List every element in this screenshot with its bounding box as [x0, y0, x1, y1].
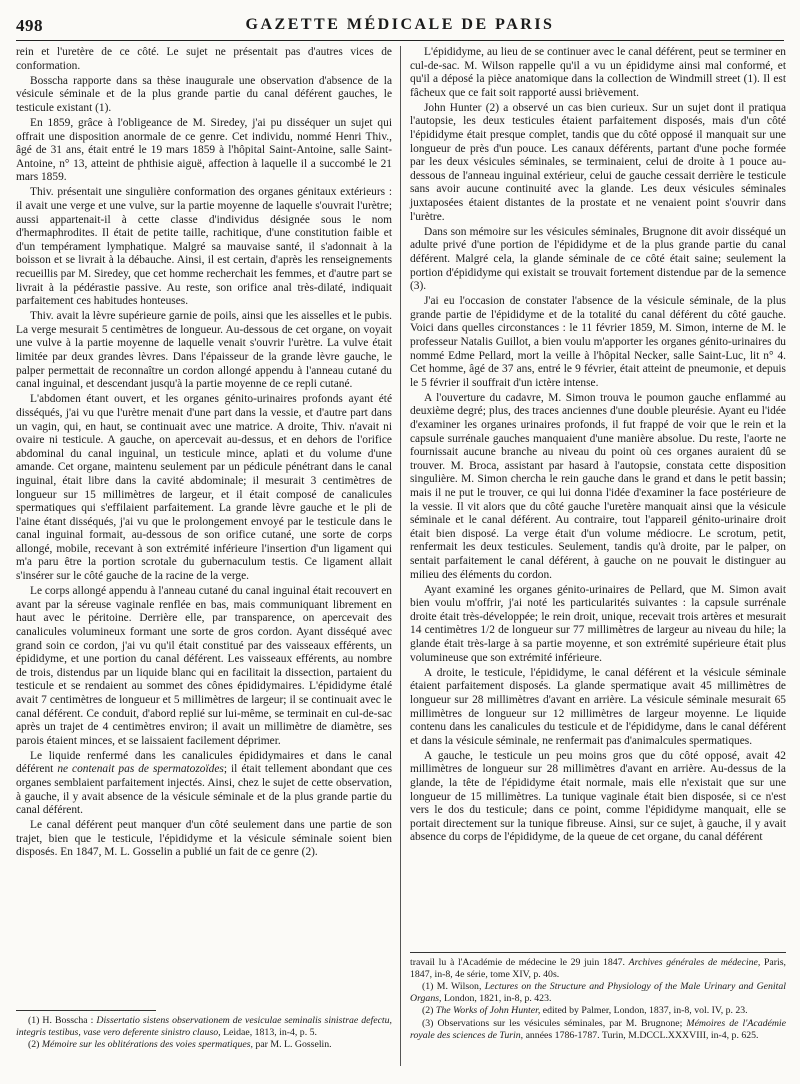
text-run: par M. L. Gosselin.: [255, 1039, 332, 1051]
text-run: Le liquide renfermé dans les canalicules épididymaires et dans le canal déférent: [16, 749, 392, 776]
body-paragraph: J'ai eu l'occasion de constater l'absence de la vésicule séminale, de la plus grande partie de l'épididyme et de la totalité du canal déférent du côté gauche. Voici dans quelles circonstances : le 11 février 1859, M. Simon, interne de M. le professeur Natalis Guillot, a bien voulu m'apporter les organes génito-urinaires du nommé Edme Pellard, mort la veille à l'hôpital Necker, salle Saint-Luc, lit n° 4. Cet homme, âgé de 37 ans, entré le 9 février, était atteint de pneumonie, et depuis le 5 février il souffrait d'un ictère intense.: [410, 295, 786, 389]
footnote-title: Lectures on the Structure and Physiology of the Male Urinary and Genital Organs,: [410, 981, 786, 1004]
body-paragraph: Thiv. présentait une singulière conformation des organes génitaux extérieurs : il avait une verge et une vulve, sur la partie moyenne de laquelle s'ouvrait l'urètre; aussi appartenait-il à cette classe d'individus désignée sous le nom d'hermaphrodites. Il était de petite taille, rachitique, d'une constitution faible et d'un tempérament lymphatique. Malgré sa mauvaise santé, il s'adonnait à la boisson et se livrait à la débauche. Ainsi, il est certain, d'après les renseignements recueillis par M. Siredey, que cet homme recherchait les femmes, et d'autre part se livrait à la pédérastie passive. Au reste, son orifice anal très-dilaté, indiquait parfaitement ces habitudes honteuses.: [16, 186, 392, 308]
page-number: 498: [16, 16, 43, 35]
footnote: [410, 1018, 786, 1041]
body-paragraph: L'épididyme, au lieu de se continuer avec le canal déférent, peut se terminer en cul-de-sac. M. Wilson rappelle qu'il a vu un épididyme ainsi mal conformé, et qu'il a déposé la pièce anatomique dans la collection de Windmill street (1). Il est fâcheux que ce fait soit rapporté aussi brièvement.: [410, 46, 786, 99]
footnote: [410, 981, 786, 1004]
footnote-title: Mémoire sur les oblitérations des voies spermatiques,: [41, 1039, 253, 1051]
text-run: travail lu à l'Académie de médecine le 29 juin 1847.: [410, 957, 625, 968]
footnote-separator: [16, 1010, 156, 1011]
footnote-title: Dissertatio sistens observationem de vesiculae seminalis sinistrae defectu, integris testibus, vase vero deferente sinistro clauso,: [16, 1015, 392, 1038]
footnote: [410, 1005, 786, 1017]
body-paragraph: Thiv. avait la lèvre supérieure garnie de poils, ainsi que les aisselles et le pubis. La verge mesurait 5 centimètres de longueur. Au-dessous de cet organe, on voyait une vulve à la partie moyenne de laquelle venait s'ouvrir l'urètre. La vulve était limitée par deux grandes lèvres. Dans l'épaisseur de la grande lèvre gauche, le palper permettait de reconnaître un cordon allongé appendu à l'anneau cutané du canal inguinal, et descendant jusqu'à la partie moyenne de ce repli cutané.: [16, 310, 392, 391]
text-run: London, 1821, in-8, p. 423.: [443, 992, 552, 1004]
body-paragraph: Bosscha rapporte dans sa thèse inaugurale une observation d'absence de la vésicule séminale et de la plus grande partie du canal déférent gauches, le testicule existant (1).: [16, 74, 392, 114]
body-paragraph: [16, 750, 392, 818]
footnote-label: (2): [28, 1039, 40, 1051]
right-column: [410, 46, 786, 846]
footnote-title: Archives générales de médecine,: [628, 957, 761, 968]
left-column: [16, 46, 392, 862]
footnote-label: (1) M. Wilson,: [422, 981, 482, 993]
footnote-continuation: [410, 957, 786, 980]
footnote-label: (2): [422, 1005, 434, 1017]
text-run: edited by Palmer, London, 1837, in-8, vol. IV, p. 23.: [542, 1005, 748, 1017]
body-paragraph: L'abdomen étant ouvert, et les organes génito-urinaires profonds ayant été disséqués, j'ai vu que l'urètre menait d'une part dans la vessie, et d'autre part dans un vagin, qui, en haut, se continuait avec une matrice. A droite, Thiv. n'avait ni ovaire ni testicule. A gauche, on apercevait au-dessus, et en dehors de l'orifice abdominal du canal inguinal, un testicule mince, aplati et du volume d'une amande. Cet organe, maintenu seulement par un pédicule pénétrant dans le canal inguinal, était libre dans la cavité abdominale; il mesurait 3 centimètres de longueur sur 15 millimètres de largeur, et il était composé de canalicules spermatiques qui s'effilaient parfaitement. La grande lèvre gauche et le pli de l'aine étant disséqués, j'ai vu que le prolongement envoyé par le testicule dans le canal inguinal formait, au-dessous de son orifice cutané, une sorte de corps allongé, mobile, recevant à son extrémité inférieure l'insertion d'un ligament qui m'a paru être la portion scrotale du gubernaculum testis. Ce ligament allait s'insérer sur le côté gauche de la racine de la verge.: [16, 393, 392, 583]
body-paragraph: A gauche, le testicule un peu moins gros que du côté opposé, avait 42 millimètres de longueur sur 28 millimètres d'avant en arrière. Au-dessus de la glande, la tête de l'épididyme était normale, mais elle n'existait que sur une longueur de 15 millimètres. La tunique vaginale était bien disposée, si ce n'est vers le dos du testicule; dans ce point, comme l'épididyme manquait, elle se portait directement sur la tunique fibreuse. Ainsi, sur ce sujet, à gauche, il y avait absence du corps de l'épididyme, de la queue de cet organe, du canal déférent: [410, 749, 786, 844]
text-run: Leidae, 1813, in-4, p. 5.: [223, 1026, 317, 1038]
footnote: [16, 1039, 392, 1051]
footnotes-right: [410, 952, 786, 1042]
footnotes-left: [16, 1010, 392, 1052]
body-paragraph: rein et l'uretère de ce côté. Le sujet ne présentait pas d'autres vices de conformation.: [16, 46, 392, 72]
column-divider: [400, 46, 401, 1066]
body-paragraph: Le corps allongé appendu à l'anneau cutané du canal inguinal était recouvert en avant par la séreuse vaginale renflée en bas, mais communiquant librement en haut avec le péritoine. Derrière elle, par transparence, on apercevait des canalicules volumineux formant une sorte de gros cordon. Ayant disséqué avec grand soin ce cordon, j'ai vu qu'il était constitué par des vaisseaux efférents, un épididyme, et une portion du canal déférent. Les vaisseaux efférents, au nombre de trois, distendus par un liquide blanc qui en facilitait la dissection, partaient du testicule et se rendaient au sommet des cônes épididymaires. L'épididyme étalé avait 7 centimètres de longueur et 5 millimètres de largeur; il se continuait avec le canal déférent. Ce conduit, d'abord replié sur lui-même, se terminait en cul-de-sac après un trajet de 4 centimètres environ; il avait un millimètre de diamètre, ses parois étaient minces, et se laissaient facilement déprimer.: [16, 585, 392, 747]
footnote-title: Mémoires de l'Académie royale des sciences de Turin,: [410, 1017, 786, 1041]
text-run: Paris, 1847, in-8, 4e série, tome XIV, p. 40s.: [410, 957, 786, 980]
footnote-list: [16, 1015, 392, 1051]
body-paragraph: A l'ouverture du cadavre, M. Simon trouva le poumon gauche enflammé au deuxième degré; plus, des traces anciennes d'une double pleurésie. Ayant eu l'idée d'examiner les organes urinaires profonds, il fut frappé de voir que le rein et la capsule surrénale gauches manquaient d'une manière absolue. Du reste, l'aorte ne fournissait aucune branche au niveau du point où ces organes auraient dû se trouver. M. Broca, assistant par hasard à l'autopsie, constata cette disposition singulière. M. Simon chercha le rein gauche dans le grand et dans le petit bassin; mais il ne put le trouver, ce qui lui donna l'idée d'examiner la face postérieure de la vessie. Il vit alors que du côté gauche l'uretère manquait ainsi que la vésicule séminale et le canal déférent. Au contraire, tout l'appareil génito-urinaire droit était bien disposé. La verge était d'un volume médiocre. Le scrotum, petit, renfermait les deux testicules. Seulement, tandis qu'à droite, par le palper, on sentait parfaitement le canal déférent, à gauche on ne pouvait le distinguer au milieu des éléments du cordon.: [410, 391, 786, 581]
italic-emphasis: ne contenait pas de spermatozoïdes: [57, 763, 224, 776]
running-title: GAZETTE MÉDICALE DE PARIS: [245, 16, 555, 33]
body-paragraph: En 1859, grâce à l'obligeance de M. Siredey, j'ai pu disséquer un sujet qui offrait une disposition anormale de ce genre. Cet individu, nommé Henri Thiv., âgé de 31 ans, était entré le 19 mars 1859 à l'hôpital Saint-Antoine, salle Saint-Antoine, n° 13, atteint de phthisie aiguë, affection à laquelle il a succombé le 21 mars 1859.: [16, 116, 392, 184]
body-paragraph: Dans son mémoire sur les vésicules séminales, Brugnone dit avoir disséqué un adulte privé d'une portion de l'épididyme et de la plus grande partie du canal déférent. Malgré cela, la glande séminale de ce côté était saine; seulement la portion d'épididyme qui existait se trouvait fortement distendue par de la semence (3).: [410, 225, 786, 293]
page-header: [16, 14, 784, 41]
body-paragraph: John Hunter (2) a observé un cas bien curieux. Sur un sujet dont il pratiqua l'autopsie, les deux testicules étaient parfaitement disposés, mais d'un côté l'épididyme était presque complet, tandis que du côté opposé il manquait sur une longueur de près d'un pouce. Les canaux déférents, partant d'une poche formée par les deux vésicules séminales, se terminaient, celui de droite à 1 pouce au-dessous de l'anneau inguinal extérieur, celui de gauche cessait derrière le testicule sans avoir aucune continuité avec la glande. Les deux vésicules séminales juxtaposées étaient distantes de la prostate et ne venaient point s'ouvrir dans l'urètre.: [410, 101, 786, 223]
body-paragraph: A droite, le testicule, l'épididyme, le canal déférent et la vésicule séminale étaient parfaitement disposés. La glande spermatique avait 45 millimètres de longueur sur 28 millimètres d'avant en arrière. La vésicule séminale mesurait 65 millimètres de longueur sur 12 millimètres de largeur moyenne. Le liquide contenu dans les canalicules du testicule et de l'épididyme, dans le canal déférent et dans la vésicule séminale, ne renfermait pas d'animalcules spermatiques.: [410, 666, 786, 747]
footnote-title: The Works of John Hunter,: [435, 1005, 541, 1017]
body-paragraph: Ayant examiné les organes génito-urinaires de Pellard, que M. Simon avait bien voulu m'offrir, j'ai noté les particularités suivantes : la capsule surrénale droite était très-développée; le rein droit, unique, recevait trois artères et mesurait 14 centimètres 1/2 de longueur sur 77 millimètres de largeur au niveau du hile; la glande était très-large à sa partie moyenne, et son extrémité supérieure était plus volumineuse que son extrémité inférieure.: [410, 583, 786, 664]
text-run: années 1786-1787. Turin, M.DCCL.XXXVIII, in-4, p. 625.: [525, 1029, 759, 1041]
body-paragraph: Le canal déférent peut manquer d'un côté seulement dans une partie de son trajet, bien que le testicule, l'épididyme et la vésicule séminale soient bien disposés. En 1847, M. L. Gosselin a publié un fait de ce genre (2).: [16, 819, 392, 859]
footnote: [16, 1015, 392, 1038]
footnote-label: (3) Observations sur les vésicules séminales, par M. Brugnone;: [422, 1017, 683, 1029]
footnote-label: (1) H. Bosscha :: [28, 1015, 94, 1026]
text-run: ; il était tellement abondant que ces organes semblaient parfaitement injectés. Ainsi, chez le sujet de cette observation, à gauche, il y avait absence de la vésicule séminale et de la plus grande partie du canal déférent.: [16, 763, 393, 817]
